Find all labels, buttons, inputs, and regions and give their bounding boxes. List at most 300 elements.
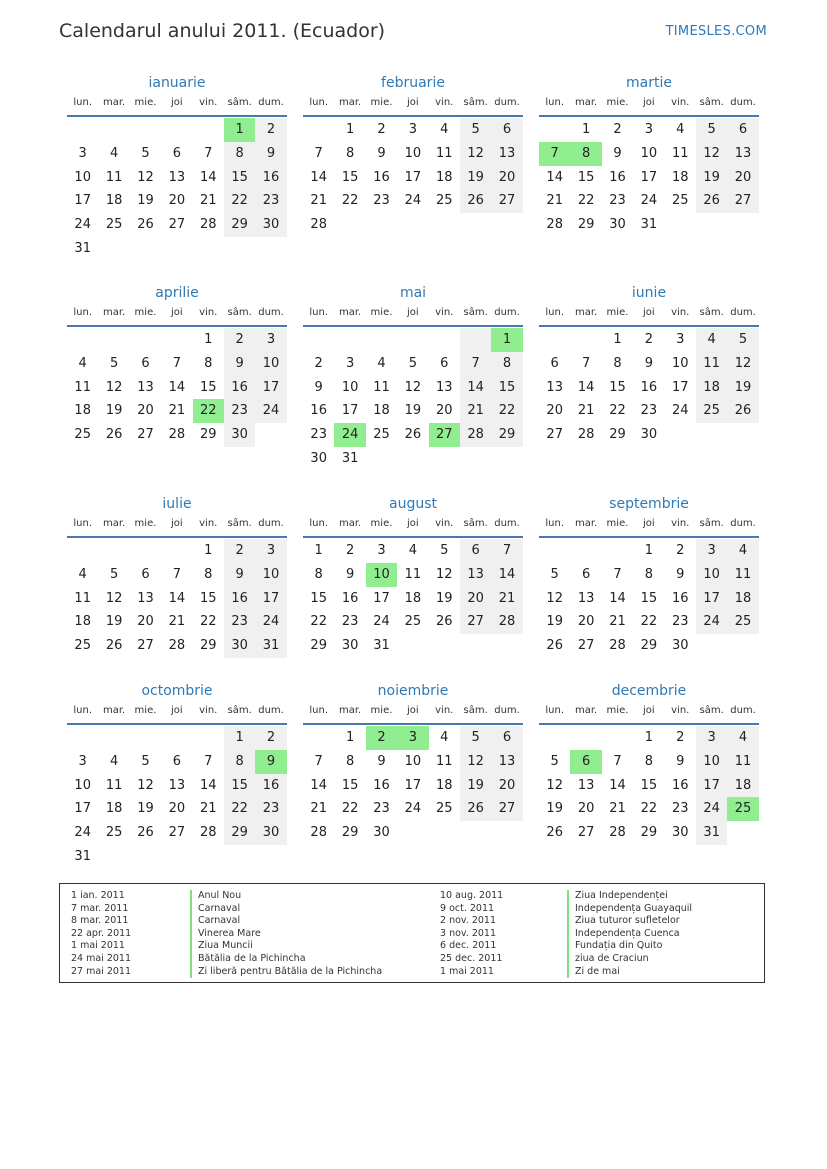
day-cell: 10 bbox=[255, 352, 286, 376]
day-cell: 7 bbox=[314, 753, 323, 769]
day-cell: 31 bbox=[640, 217, 658, 232]
day-cell: 7 bbox=[613, 566, 622, 582]
day-cell: 12 bbox=[546, 777, 563, 793]
day-cell: 25 bbox=[727, 610, 758, 634]
day-cell: 27 bbox=[577, 638, 595, 653]
month-name: iunie bbox=[631, 285, 667, 301]
day-cell: 16 bbox=[310, 403, 327, 419]
weekday-label: vin. bbox=[435, 518, 454, 529]
weekday-label: joi bbox=[643, 705, 655, 716]
empty-day-cell bbox=[303, 726, 334, 750]
day-cell: 29 bbox=[199, 427, 217, 442]
day-cell: 17 bbox=[696, 587, 727, 611]
weekday-label: mie. bbox=[134, 518, 157, 529]
day-cell: 13 bbox=[727, 142, 758, 166]
day-cell: 20 bbox=[546, 403, 563, 419]
day-cell: 20 bbox=[577, 614, 595, 630]
day-cell: 18 bbox=[404, 590, 422, 606]
day-cell: 23 bbox=[640, 403, 658, 419]
day-cell: 10 bbox=[74, 777, 91, 793]
day-cell: 14 bbox=[491, 563, 522, 587]
weekday-label: mar. bbox=[102, 307, 126, 318]
day-cell: 7 bbox=[491, 539, 522, 563]
weekday-label: vin. bbox=[671, 307, 690, 318]
day-cell: 5 bbox=[727, 328, 758, 352]
day-grid bbox=[539, 118, 759, 237]
day-cell: 14 bbox=[460, 376, 491, 400]
empty-day-cell bbox=[130, 118, 161, 142]
weekday-label: sâm. bbox=[227, 518, 252, 529]
legend-holiday-name: Bătălia de la Pichincha bbox=[190, 953, 382, 966]
day-cell: 24 bbox=[404, 193, 422, 209]
day-cell: 18 bbox=[671, 169, 689, 185]
day-cell: 6 bbox=[581, 566, 591, 582]
day-cell: 15 bbox=[577, 169, 595, 185]
day-cell: 27 bbox=[577, 825, 595, 840]
weekday-label: dum. bbox=[730, 307, 756, 318]
day-cell: 16 bbox=[341, 590, 359, 606]
day-cell: 4 bbox=[440, 730, 449, 745]
day-cell: 11 bbox=[435, 753, 453, 769]
day-cell: 21 bbox=[491, 587, 522, 611]
empty-day-cell bbox=[570, 726, 601, 750]
day-cell: 8 bbox=[345, 753, 355, 769]
empty-day-cell bbox=[98, 118, 129, 142]
weekday-label: mie. bbox=[134, 705, 157, 716]
day-cell: 31 bbox=[373, 638, 390, 653]
day-cell: 27 bbox=[491, 189, 522, 213]
day-cell: 22 bbox=[310, 614, 327, 630]
day-cell: 16 bbox=[373, 777, 390, 793]
holiday-day-cell: 1 bbox=[224, 118, 255, 142]
day-cell: 13 bbox=[491, 750, 522, 774]
empty-day-cell bbox=[570, 539, 601, 563]
day-cell: 18 bbox=[105, 801, 123, 817]
day-cell: 14 bbox=[199, 169, 217, 185]
day-cell: 5 bbox=[408, 355, 417, 371]
day-cell: 19 bbox=[435, 590, 453, 606]
day-cell: 21 bbox=[199, 193, 217, 209]
weekday-label: mie. bbox=[134, 97, 157, 108]
day-cell: 4 bbox=[727, 539, 758, 563]
weekday-label: lun. bbox=[73, 518, 93, 529]
day-cell: 16 bbox=[373, 169, 390, 185]
day-cell: 16 bbox=[640, 379, 658, 395]
weekday-label: vin. bbox=[435, 97, 454, 108]
day-cell: 14 bbox=[577, 379, 595, 395]
weekday-header bbox=[303, 701, 523, 725]
day-cell: 19 bbox=[696, 166, 727, 190]
day-cell: 15 bbox=[224, 166, 255, 190]
day-cell: 8 bbox=[491, 352, 522, 376]
day-cell: 20 bbox=[137, 614, 154, 630]
day-cell: 4 bbox=[377, 355, 386, 371]
day-cell: 7 bbox=[172, 566, 181, 582]
day-cell: 18 bbox=[74, 614, 91, 630]
day-cell: 14 bbox=[168, 379, 186, 395]
weekday-label: mar. bbox=[102, 97, 126, 108]
day-cell: 12 bbox=[137, 777, 154, 793]
day-cell: 14 bbox=[168, 590, 186, 606]
day-cell: 3 bbox=[78, 145, 87, 161]
month-name: august bbox=[389, 496, 437, 512]
day-cell: 2 bbox=[377, 122, 386, 137]
day-cell: 10 bbox=[255, 563, 286, 587]
day-cell: 31 bbox=[341, 450, 359, 466]
day-cell: 5 bbox=[460, 118, 491, 142]
day-cell: 22 bbox=[491, 399, 522, 423]
weekday-label: vin. bbox=[671, 97, 690, 108]
holiday-day-cell: 3 bbox=[397, 726, 428, 750]
weekday-label: dum. bbox=[258, 97, 284, 108]
page-title: Calendarul anului 2011. (Ecuador) bbox=[59, 20, 386, 42]
day-cell: 8 bbox=[224, 750, 255, 774]
holiday-legend bbox=[59, 883, 765, 983]
day-grid bbox=[303, 726, 523, 845]
day-cell: 18 bbox=[74, 403, 91, 419]
day-cell: 9 bbox=[676, 566, 685, 582]
weekday-header bbox=[539, 514, 759, 538]
day-cell: 10 bbox=[341, 379, 359, 395]
empty-day-cell bbox=[193, 726, 224, 750]
day-cell: 19 bbox=[460, 774, 491, 798]
day-cell: 22 bbox=[224, 189, 255, 213]
legend-date: 2 nov. 2011 bbox=[440, 915, 496, 927]
weekday-label: sâm. bbox=[463, 307, 488, 318]
weekday-label: sâm. bbox=[463, 705, 488, 716]
day-cell: 17 bbox=[341, 403, 359, 419]
day-cell: 26 bbox=[696, 189, 727, 213]
day-cell: 12 bbox=[404, 379, 422, 395]
legend-holiday-name: Independența Guayaquil bbox=[567, 903, 692, 916]
day-cell: 2 bbox=[345, 543, 355, 558]
legend-date: 24 mai 2011 bbox=[71, 952, 132, 964]
holiday-day-cell: 1 bbox=[491, 328, 522, 352]
day-cell: 10 bbox=[671, 355, 689, 371]
day-cell: 24 bbox=[255, 399, 286, 423]
day-cell: 15 bbox=[609, 379, 626, 395]
day-cell: 25 bbox=[404, 614, 422, 630]
day-cell: 28 bbox=[546, 217, 563, 232]
day-cell: 3 bbox=[696, 726, 727, 750]
day-cell: 16 bbox=[255, 166, 286, 190]
day-cell: 17 bbox=[74, 801, 91, 817]
day-cell: 30 bbox=[609, 217, 626, 232]
day-cell: 10 bbox=[696, 750, 727, 774]
empty-day-cell bbox=[303, 118, 334, 142]
legend-date: 10 aug. 2011 bbox=[440, 890, 504, 901]
weekday-label: joi bbox=[407, 307, 419, 318]
day-cell: 4 bbox=[109, 145, 119, 161]
day-cell: 2 bbox=[314, 355, 323, 371]
day-cell: 16 bbox=[671, 777, 689, 793]
legend-date: 1 ian. 2011 bbox=[71, 890, 125, 901]
day-cell: 19 bbox=[137, 801, 154, 817]
legend-dates-left bbox=[71, 890, 131, 978]
day-cell: 24 bbox=[404, 801, 422, 817]
day-cell: 28 bbox=[168, 638, 186, 653]
day-cell: 26 bbox=[546, 638, 563, 653]
site-brand-link[interactable]: TIMESLES.COM bbox=[665, 24, 767, 39]
weekday-label: mar. bbox=[574, 518, 598, 529]
day-grid bbox=[67, 539, 287, 658]
day-cell: 1 bbox=[204, 543, 213, 558]
day-cell: 12 bbox=[460, 750, 491, 774]
day-cell: 15 bbox=[224, 774, 255, 798]
day-cell: 27 bbox=[168, 217, 186, 232]
weekday-label: vin. bbox=[199, 705, 218, 716]
day-cell: 13 bbox=[435, 379, 453, 395]
day-cell: 25 bbox=[696, 399, 727, 423]
day-cell: 1 bbox=[314, 543, 323, 558]
day-cell: 21 bbox=[546, 193, 563, 209]
day-cell: 8 bbox=[314, 566, 323, 582]
day-cell: 28 bbox=[199, 825, 217, 840]
day-cell: 17 bbox=[696, 774, 727, 798]
day-grid bbox=[303, 118, 523, 237]
legend-holiday-name: Carnaval bbox=[190, 903, 382, 916]
day-cell: 30 bbox=[640, 427, 658, 442]
day-cell: 19 bbox=[546, 801, 563, 817]
month-octombrie bbox=[67, 681, 287, 869]
day-cell: 9 bbox=[345, 566, 355, 582]
day-cell: 24 bbox=[640, 193, 658, 209]
day-cell: 4 bbox=[109, 753, 119, 769]
day-cell: 12 bbox=[105, 379, 123, 395]
day-cell: 10 bbox=[404, 753, 422, 769]
day-cell: 28 bbox=[310, 825, 327, 840]
holiday-day-cell: 10 bbox=[366, 563, 397, 587]
weekday-label: mar. bbox=[574, 307, 598, 318]
day-cell: 18 bbox=[727, 587, 758, 611]
weekday-label: lun. bbox=[309, 518, 329, 529]
day-cell: 5 bbox=[550, 566, 559, 582]
month-martie bbox=[539, 73, 759, 237]
day-cell: 11 bbox=[696, 352, 727, 376]
day-cell: 12 bbox=[105, 590, 123, 606]
day-cell: 25 bbox=[105, 825, 123, 840]
weekday-header bbox=[303, 303, 523, 327]
empty-day-cell bbox=[161, 726, 192, 750]
empty-day-cell bbox=[429, 328, 460, 352]
day-cell: 6 bbox=[141, 566, 150, 582]
day-cell: 15 bbox=[640, 777, 658, 793]
day-cell: 21 bbox=[199, 801, 217, 817]
day-cell: 16 bbox=[224, 376, 255, 400]
day-cell: 23 bbox=[671, 801, 689, 817]
day-cell: 3 bbox=[644, 122, 653, 137]
weekday-header bbox=[539, 303, 759, 327]
day-cell: 11 bbox=[671, 145, 689, 161]
day-cell: 23 bbox=[255, 797, 286, 821]
legend-holiday-name: Zi liberă pentru Bătălia de la Pichincha bbox=[190, 966, 382, 979]
day-cell: 1 bbox=[204, 332, 213, 347]
legend-holiday-name: Carnaval bbox=[190, 915, 382, 928]
day-cell: 5 bbox=[141, 145, 150, 161]
day-cell: 30 bbox=[671, 638, 689, 653]
legend-holiday-name: Ziua Independenței bbox=[567, 890, 692, 903]
day-cell: 30 bbox=[671, 825, 689, 840]
day-cell: 19 bbox=[546, 614, 563, 630]
weekday-label: dum. bbox=[730, 97, 756, 108]
weekday-label: joi bbox=[171, 705, 183, 716]
holiday-day-cell: 9 bbox=[255, 750, 286, 774]
day-cell: 13 bbox=[460, 563, 491, 587]
empty-day-cell bbox=[570, 328, 601, 352]
day-cell: 5 bbox=[550, 753, 559, 769]
day-cell: 9 bbox=[314, 379, 323, 395]
weekday-label: joi bbox=[407, 705, 419, 716]
day-cell: 7 bbox=[172, 355, 181, 371]
day-cell: 17 bbox=[404, 169, 422, 185]
day-cell: 17 bbox=[404, 777, 422, 793]
holiday-day-cell: 24 bbox=[334, 423, 365, 447]
day-cell: 6 bbox=[172, 145, 181, 161]
day-cell: 16 bbox=[224, 587, 255, 611]
weekday-label: joi bbox=[643, 307, 655, 318]
holiday-day-cell: 22 bbox=[193, 399, 224, 423]
weekday-label: dum. bbox=[494, 307, 520, 318]
day-cell: 6 bbox=[141, 355, 150, 371]
day-cell: 29 bbox=[609, 427, 626, 442]
day-cell: 27 bbox=[137, 427, 154, 442]
day-cell: 23 bbox=[255, 189, 286, 213]
day-cell: 20 bbox=[168, 193, 186, 209]
weekday-label: lun. bbox=[545, 518, 565, 529]
day-cell: 17 bbox=[640, 169, 658, 185]
day-cell: 22 bbox=[341, 193, 359, 209]
day-cell: 21 bbox=[609, 614, 626, 630]
day-cell: 15 bbox=[199, 379, 217, 395]
day-cell: 19 bbox=[727, 376, 758, 400]
weekday-header bbox=[67, 701, 287, 725]
weekday-label: vin. bbox=[199, 307, 218, 318]
weekday-label: sâm. bbox=[463, 97, 488, 108]
weekday-label: sâm. bbox=[227, 307, 252, 318]
day-cell: 5 bbox=[109, 566, 119, 582]
day-cell: 4 bbox=[696, 328, 727, 352]
weekday-label: lun. bbox=[545, 307, 565, 318]
weekday-label: vin. bbox=[435, 705, 454, 716]
day-cell: 26 bbox=[460, 797, 491, 821]
weekday-header bbox=[303, 514, 523, 538]
day-cell: 26 bbox=[460, 189, 491, 213]
weekday-label: mie. bbox=[606, 518, 629, 529]
weekday-header bbox=[539, 93, 759, 117]
day-cell: 6 bbox=[491, 118, 522, 142]
day-cell: 12 bbox=[460, 142, 491, 166]
day-cell: 6 bbox=[550, 355, 559, 371]
day-cell: 11 bbox=[105, 777, 123, 793]
day-cell: 29 bbox=[310, 638, 327, 653]
legend-date: 8 mar. 2011 bbox=[71, 915, 129, 927]
day-cell: 25 bbox=[373, 427, 390, 442]
month-decembrie bbox=[539, 681, 759, 845]
day-cell: 3 bbox=[255, 539, 286, 563]
month-name: noiembrie bbox=[377, 683, 449, 699]
legend-dates-right bbox=[440, 890, 503, 978]
day-cell: 29 bbox=[341, 825, 359, 840]
day-cell: 27 bbox=[460, 610, 491, 634]
day-cell: 18 bbox=[105, 193, 123, 209]
day-cell: 11 bbox=[373, 379, 390, 395]
day-cell: 2 bbox=[224, 539, 255, 563]
day-cell: 15 bbox=[341, 777, 359, 793]
empty-day-cell bbox=[130, 726, 161, 750]
holiday-day-cell: 8 bbox=[570, 142, 601, 166]
legend-holiday-name: Fundația din Quito bbox=[567, 940, 692, 953]
empty-day-cell bbox=[67, 118, 98, 142]
legend-date: 27 mai 2011 bbox=[71, 965, 132, 977]
day-cell: 13 bbox=[491, 142, 522, 166]
weekday-label: vin. bbox=[671, 705, 690, 716]
day-cell: 7 bbox=[204, 145, 213, 161]
day-cell: 26 bbox=[137, 825, 154, 840]
day-cell: 30 bbox=[224, 634, 255, 658]
month-name: octombrie bbox=[141, 683, 213, 699]
day-cell: 26 bbox=[546, 825, 563, 840]
day-cell: 11 bbox=[435, 145, 453, 161]
weekday-label: dum. bbox=[494, 97, 520, 108]
weekday-label: joi bbox=[407, 518, 419, 529]
weekday-label: mie. bbox=[606, 307, 629, 318]
day-cell: 13 bbox=[577, 590, 595, 606]
day-cell: 3 bbox=[255, 328, 286, 352]
weekday-label: joi bbox=[171, 518, 183, 529]
day-cell: 16 bbox=[255, 774, 286, 798]
weekday-label: mie. bbox=[370, 307, 393, 318]
day-cell: 8 bbox=[224, 142, 255, 166]
day-cell: 1 bbox=[345, 730, 355, 745]
day-cell: 20 bbox=[577, 801, 595, 817]
holiday-day-cell: 2 bbox=[366, 726, 397, 750]
day-cell: 20 bbox=[491, 166, 522, 190]
empty-day-cell bbox=[602, 726, 633, 750]
weekday-label: sâm. bbox=[699, 307, 724, 318]
day-cell: 20 bbox=[491, 774, 522, 798]
day-cell: 15 bbox=[310, 590, 327, 606]
day-cell: 13 bbox=[168, 169, 186, 185]
weekday-label: dum. bbox=[258, 307, 284, 318]
day-cell: 5 bbox=[141, 753, 150, 769]
month-noiembrie bbox=[303, 681, 523, 845]
empty-day-cell bbox=[98, 726, 129, 750]
weekday-label: vin. bbox=[435, 307, 454, 318]
legend-date: 22 apr. 2011 bbox=[71, 927, 132, 939]
day-cell: 29 bbox=[224, 821, 255, 845]
day-cell: 26 bbox=[137, 217, 154, 232]
day-cell: 11 bbox=[105, 169, 123, 185]
holiday-day-cell: 27 bbox=[429, 423, 460, 447]
month-august bbox=[303, 494, 523, 658]
day-cell: 7 bbox=[314, 145, 323, 161]
legend-date: 6 dec. 2011 bbox=[440, 940, 497, 952]
day-cell: 6 bbox=[727, 118, 758, 142]
day-cell: 25 bbox=[74, 427, 91, 442]
weekday-label: joi bbox=[171, 307, 183, 318]
day-cell: 23 bbox=[671, 614, 689, 630]
weekday-label: dum. bbox=[494, 705, 520, 716]
empty-day-cell bbox=[130, 328, 161, 352]
day-cell: 26 bbox=[105, 427, 123, 442]
day-cell: 1 bbox=[345, 122, 355, 137]
legend-date: 25 dec. 2011 bbox=[440, 952, 503, 964]
empty-day-cell bbox=[130, 539, 161, 563]
day-cell: 9 bbox=[224, 352, 255, 376]
day-cell: 13 bbox=[577, 777, 595, 793]
day-cell: 3 bbox=[696, 539, 727, 563]
month-ianuarie bbox=[67, 73, 287, 261]
